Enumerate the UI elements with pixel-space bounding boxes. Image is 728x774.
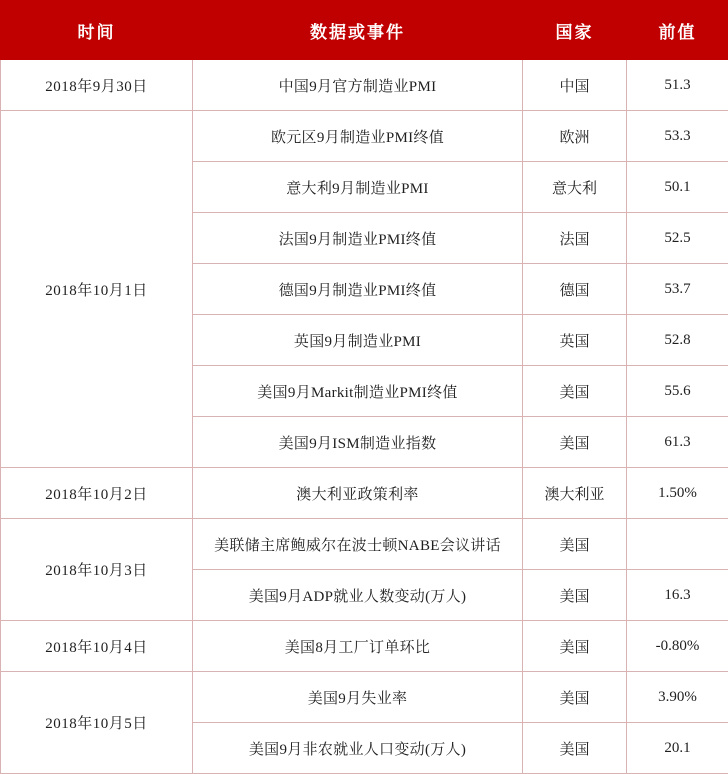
cell-country: 美国 (523, 723, 627, 774)
cell-previous-value: 51.3 (627, 60, 728, 111)
cell-time: 2018年9月30日 (1, 60, 193, 111)
table-row (1, 60, 728, 111)
cell-event: 中国9月官方制造业PMI (193, 60, 523, 111)
cell-time: 2018年10月4日 (1, 621, 193, 672)
cell-event: 英国9月制造业PMI (193, 315, 523, 366)
cell-event: 美国9月Markit制造业PMI终值 (193, 366, 523, 417)
cell-event: 意大利9月制造业PMI (193, 162, 523, 213)
cell-previous-value: 52.5 (627, 213, 728, 264)
cell-time: 2018年10月2日 (1, 468, 193, 519)
cell-event: 欧元区9月制造业PMI终值 (193, 111, 523, 162)
cell-country: 德国 (523, 264, 627, 315)
cell-previous-value: 55.6 (627, 366, 728, 417)
table-row (1, 468, 728, 519)
table-body (1, 60, 728, 774)
cell-time: 2018年10月1日 (1, 111, 193, 468)
cell-country: 英国 (523, 315, 627, 366)
cell-time: 2018年10月3日 (1, 519, 193, 621)
cell-time: 2018年10月5日 (1, 672, 193, 774)
column-header-time: 时间 (1, 1, 193, 60)
table-row (1, 621, 728, 672)
header-row (1, 1, 728, 60)
cell-previous-value: 53.3 (627, 111, 728, 162)
cell-previous-value: 52.8 (627, 315, 728, 366)
cell-previous-value (627, 519, 728, 570)
cell-previous-value: 61.3 (627, 417, 728, 468)
table-header (1, 1, 728, 60)
cell-country: 澳大利亚 (523, 468, 627, 519)
cell-event: 德国9月制造业PMI终值 (193, 264, 523, 315)
cell-event: 美国9月非农就业人口变动(万人) (193, 723, 523, 774)
cell-previous-value: 3.90% (627, 672, 728, 723)
table-row (1, 519, 728, 570)
cell-previous-value: -0.80% (627, 621, 728, 672)
cell-event: 美国9月失业率 (193, 672, 523, 723)
cell-country: 意大利 (523, 162, 627, 213)
cell-event: 美国9月ADP就业人数变动(万人) (193, 570, 523, 621)
cell-country: 中国 (523, 60, 627, 111)
table-row (1, 111, 728, 162)
cell-country: 美国 (523, 621, 627, 672)
cell-country: 美国 (523, 570, 627, 621)
column-header-country: 国家 (523, 1, 627, 60)
cell-event: 美国9月ISM制造业指数 (193, 417, 523, 468)
cell-previous-value: 16.3 (627, 570, 728, 621)
column-header-previous: 前值 (627, 1, 728, 60)
cell-event: 法国9月制造业PMI终值 (193, 213, 523, 264)
cell-country: 美国 (523, 519, 627, 570)
cell-country: 美国 (523, 366, 627, 417)
cell-country: 美国 (523, 672, 627, 723)
cell-country: 美国 (523, 417, 627, 468)
cell-country: 法国 (523, 213, 627, 264)
cell-previous-value: 20.1 (627, 723, 728, 774)
cell-country: 欧洲 (523, 111, 627, 162)
cell-event: 澳大利亚政策利率 (193, 468, 523, 519)
cell-event: 美国8月工厂订单环比 (193, 621, 523, 672)
table-row (1, 672, 728, 723)
cell-previous-value: 1.50% (627, 468, 728, 519)
column-header-event: 数据或事件 (193, 1, 523, 60)
cell-previous-value: 50.1 (627, 162, 728, 213)
cell-previous-value: 53.7 (627, 264, 728, 315)
cell-event: 美联储主席鲍威尔在波士顿NABE会议讲话 (193, 519, 523, 570)
